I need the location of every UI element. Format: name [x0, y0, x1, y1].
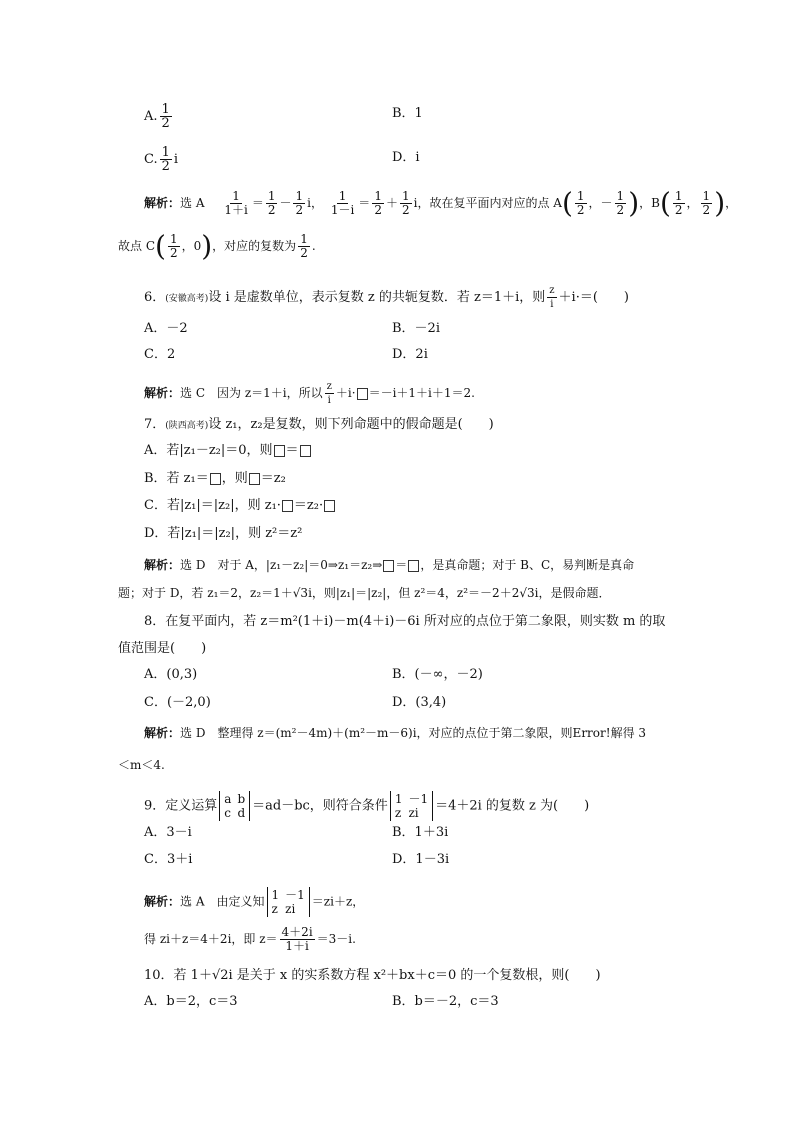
q9-option-c[interactable]: C．3＋i	[144, 852, 193, 867]
q9-option-d[interactable]: D．1－3i	[392, 852, 450, 867]
q5-option-b[interactable]: B．1	[392, 106, 423, 121]
conjugate-box-icon	[274, 445, 285, 457]
conjugate-box-icon	[249, 473, 260, 485]
q5-option-d[interactable]: D．i	[392, 150, 420, 165]
q10-stem: 10．若 1＋√2i 是关于 x 的实系数方程 x²＋bx＋c＝0 的一个复数根，则( )	[144, 968, 601, 983]
q8-solution-line1: 解析：选 D 整理得 z＝(m²－4m)＋(m²－m－6)i，对应的点位于第二象限，则Error!解得 3	[144, 726, 647, 740]
q8-stem-line2: 值范围是( )	[118, 641, 207, 656]
q6-option-d[interactable]: D．2i	[392, 347, 428, 362]
q8-option-c[interactable]: C．(－2,0)	[144, 695, 211, 710]
q8-option-a[interactable]: A．(0,3)	[144, 667, 198, 682]
q9-solution-line2: 得 zi＋z＝4＋2i，即 z＝ $\frac{4+2i}{1+i}$ ＝3－i.	[144, 925, 356, 953]
q10-option-a[interactable]: A．b＝2，c＝3	[144, 994, 238, 1009]
q5-option-a-fraction: $\frac{1}{2}$	[161, 102, 170, 131]
q7-option-d[interactable]: D．若|z₁|＝|z₂|，则 z²＝z²	[144, 526, 303, 541]
q9-matrix-condition: 1 －1 z zi	[390, 791, 433, 821]
q5-solution-line1: 解析：选 A $\frac{1}{1+i}$ ＝ $\frac{1}{2}$ － $\frac{1}{2}$ i， $\frac{1}{1-i}$ ＝ $\frac{1}{2}$ ＋ $\frac{1}{2}$ i，故在复平面内对应的点 A( $\frac{1}{2}$ ，－ $\frac{1}{2}$ )，B( $\frac{1}{2}$ ， $\frac{1}{2}$ )，	[144, 186, 738, 220]
q6-source-tag: (安徽高考)	[165, 294, 209, 304]
q7-stem: 7．(陕西高考)设 z₁，z₂是复数，则下列命题中的假命题是( )	[144, 417, 494, 432]
q5-option-c[interactable]: C. $\frac{1}{2}$ i	[144, 145, 179, 174]
q9-solution-line1: 解析：选 A 由定义知 1 －1 z zi ＝zi＋z，	[144, 888, 365, 916]
conjugate-box-icon	[282, 500, 293, 512]
q9-option-a[interactable]: A．3－i	[144, 825, 192, 840]
q7-solution-line1: 解析：选 D 对于 A，|z₁－z₂|＝0⇒z₁＝z₂⇒ ＝ ，是真命题；对于 B、C，易判断是真命	[144, 558, 635, 572]
conjugate-box-icon	[300, 445, 311, 457]
conjugate-box-icon	[210, 473, 221, 485]
q7-solution-line2: 题；对于 D，若 z₁＝2，z₂＝1＋√3i，则|z₁|＝|z₂|，但 z²＝4，z²＝－2＋2√3i，是假命题．	[118, 586, 611, 600]
q8-solution-line2: ＜m＜4.	[118, 758, 165, 772]
q8-stem-line1: 8．在复平面内，若 z＝m²(1＋i)－m(4＋i)－6i 所对应的点位于第二象限，则实数 m 的取	[144, 614, 666, 629]
conjugate-box-icon	[324, 500, 335, 512]
q7-source-tag: (陕西高考)	[165, 421, 209, 431]
q9-stem: 9．定义运算 a b c d ＝ad－bc，则符合条件 1 －1 z zi ＝4＋2i 的复数 z 为( )	[144, 792, 590, 820]
q6-stem: 6．(安徽高考)设 i 是虚数单位，表示复数 z 的共轭复数．若 z＝1＋i，则 $\frac{z}{i}$ ＋i·＝( )	[144, 285, 629, 310]
solution-label: 解析：	[144, 558, 181, 572]
q5-option-a[interactable]	[144, 103, 174, 130]
conjugate-box-icon	[357, 388, 368, 400]
q7-option-a[interactable]: A．若|z₁－z₂|＝0，则 ＝	[144, 442, 312, 460]
q9-matrix-definition: a b c d	[219, 791, 250, 821]
q7-option-b[interactable]: B．若 z₁＝ ，则 ＝z₂	[144, 471, 286, 486]
q5-option-c-fraction: $\frac{1}{2}$	[161, 145, 170, 174]
solution-label: 解析：	[144, 196, 181, 210]
conjugate-box-icon	[408, 560, 419, 572]
q9-solution-matrix: 1 －1 z zi	[267, 887, 310, 917]
q7-option-c[interactable]: C．若|z₁|＝|z₂|，则 z₁· ＝z₂·	[144, 497, 336, 515]
q10-option-b[interactable]: B．b＝－2，c＝3	[392, 994, 499, 1009]
q9-option-b[interactable]: B．1＋3i	[392, 825, 449, 840]
q5-solution-line2: 故点 C( $\frac{1}{2}$ ，0)，对应的复数为 $\frac{1}{2}$ .	[118, 229, 316, 263]
q5-option-c-label: C.	[144, 152, 158, 167]
solution-label: 解析：	[144, 726, 181, 740]
q6-solution: 解析：选 C 因为 z＝1＋i，所以 $\frac{z}{i}$ ＋i· ＝－i＋1＋i＋1＝2.	[144, 381, 475, 406]
solution-label: 解析：	[144, 386, 181, 400]
q8-option-b[interactable]: B．(－∞，－2)	[392, 667, 483, 682]
q8-option-d[interactable]: D．(3,4)	[392, 695, 447, 710]
conjugate-box-icon	[383, 560, 394, 572]
q6-option-a[interactable]: A．－2	[144, 321, 188, 336]
q5-option-a-label: A.	[144, 109, 158, 124]
q6-option-b[interactable]: B．－2i	[392, 321, 440, 336]
solution-label: 解析：	[144, 894, 181, 909]
q6-option-c[interactable]: C．2	[144, 347, 176, 362]
